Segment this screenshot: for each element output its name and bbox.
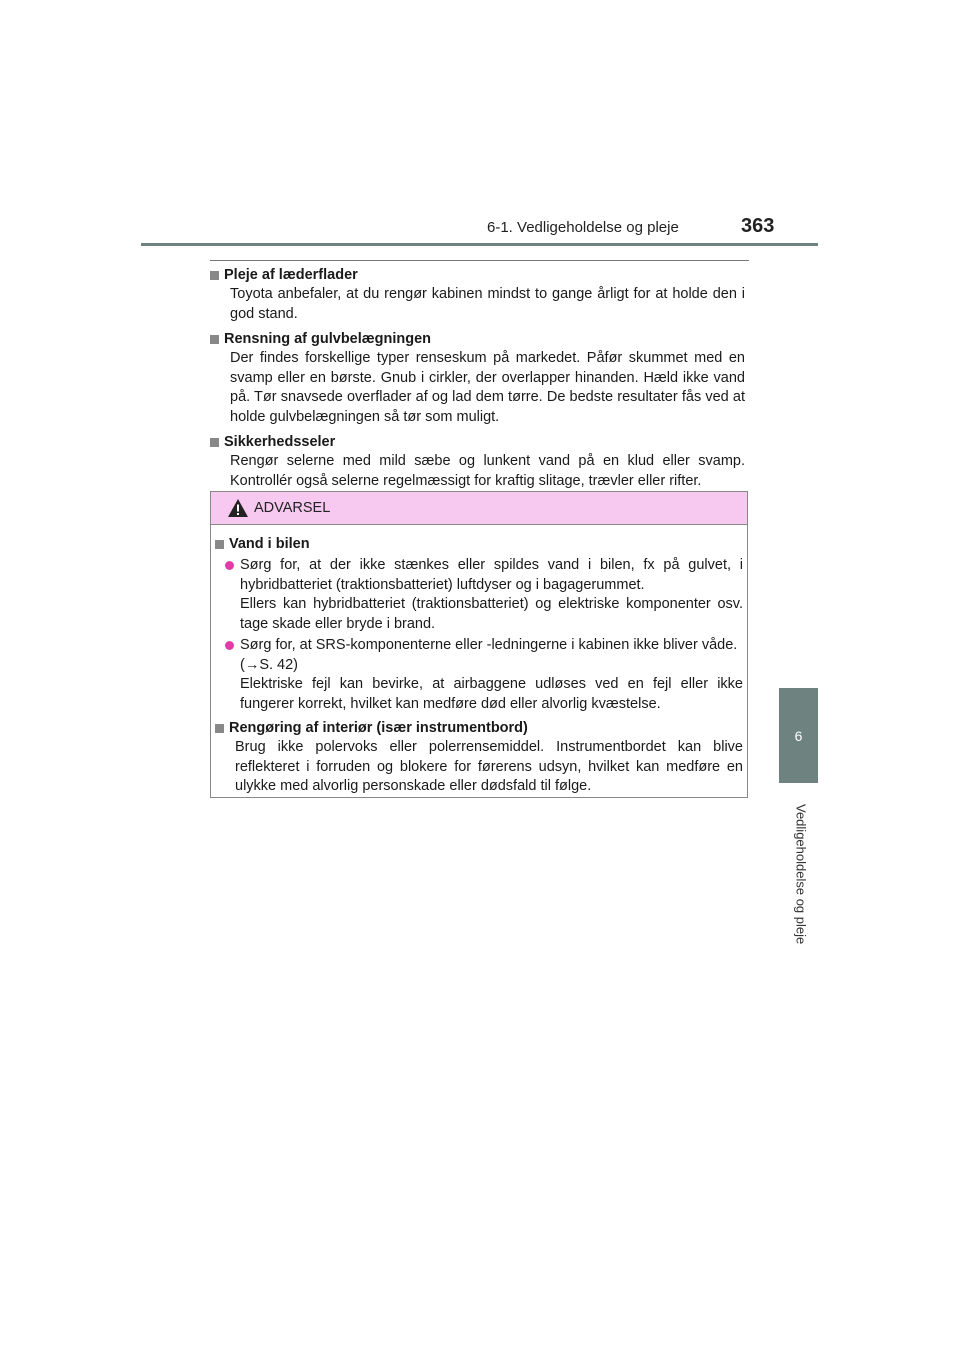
bullet-text: Sørg for, at der ikke stænkes eller spildes vand i bilen, fx på gulvet, i hybridbatteriet (traktionsbatteriet) luftdyser og i bagagerummet. <box>240 557 743 593</box>
square-bullet-icon <box>210 271 219 280</box>
header-rule <box>141 243 818 246</box>
square-bullet-icon <box>210 335 219 344</box>
warning-body: Brug ikke polervoks eller polerrensemiddel. Instrumentbordet kan blive reflekteret i forruden og blokere for førerens udsyn, hvilket kan medføre en ulykke med alvorlig personskade eller dødsfald til følge. <box>235 739 743 794</box>
section-heading <box>210 266 745 285</box>
circle-bullet-icon <box>225 641 234 650</box>
warning-triangle-icon <box>227 498 249 518</box>
section-body: Toyota anbefaler, at du rengør kabinen mindst to gange årligt for at holde den i god stand. <box>230 286 745 322</box>
bullet-text: Ellers kan hybridbatteriet (traktionsbatteriet) og elektriske komponenter osv. tage skade eller bryde i brand. <box>240 596 743 632</box>
section-floor <box>210 330 745 427</box>
chapter-number: 6 <box>794 727 803 744</box>
content-sections <box>210 266 745 497</box>
circle-bullet-icon <box>225 561 234 570</box>
warning-heading-text: Rengøring af interiør (især instrumentbord) <box>229 720 528 736</box>
warning-section-water <box>215 535 743 714</box>
warning-heading <box>215 535 743 554</box>
section-heading-text: Sikkerhedsseler <box>224 434 336 450</box>
section-heading <box>210 433 745 452</box>
square-bullet-icon <box>210 438 219 447</box>
warning-content <box>215 535 743 802</box>
section-leather <box>210 266 745 324</box>
section-heading-text: Pleje af læderflader <box>224 267 358 283</box>
chapter-tab <box>779 688 818 783</box>
header-section-title: 6-1. Vedligeholdelse og pleje <box>487 219 679 236</box>
warning-bullet <box>225 636 743 714</box>
warning-header <box>211 492 747 525</box>
section-heading <box>210 330 745 349</box>
chapter-title: Vedligeholdelse og pleje <box>793 803 809 945</box>
square-bullet-icon <box>215 724 224 733</box>
bullet-text: Elektriske fejl kan bevirke, at airbaggene udløses ved en fejl eller ikke fungerer korrekt, hvilket kan medføre død eller alvorlig kvæstelse. <box>240 676 743 712</box>
warning-title: ADVARSEL <box>254 500 331 516</box>
bullet-text: Sørg for, at SRS-komponenterne eller -ledningerne i kabinen ikke bliver våde. <box>240 637 738 653</box>
section-body: Der findes forskellige typer renseskum på markedet. Påfør skummet med en svamp eller en børste. Gnub i cirkler, der overlapper hinanden. Hæld ikke vand på. Tør snavsede overflader af og lad dem tørre. De bedste resultater fås ved at holde gulvbelægningen så tør som muligt. <box>230 350 745 425</box>
warning-section-interior <box>215 719 743 797</box>
square-bullet-icon <box>215 540 224 549</box>
page-reference: (→S. 42) <box>240 656 299 673</box>
section-body: Rengør selerne med mild sæbe og lunkent vand på en klud eller svamp. Kontrollér også selerne regelmæssigt for kraftig slitage, trævler eller rifter. <box>230 453 745 489</box>
warning-heading-text: Vand i bilen <box>229 536 310 552</box>
warning-bullet <box>225 556 743 634</box>
warning-heading <box>215 719 743 738</box>
warning-box <box>210 491 748 798</box>
page-number: 363 <box>741 215 775 237</box>
section-seatbelts <box>210 433 745 491</box>
section-heading-text: Rensning af gulvbelægningen <box>224 331 432 347</box>
section-rule <box>210 260 749 261</box>
